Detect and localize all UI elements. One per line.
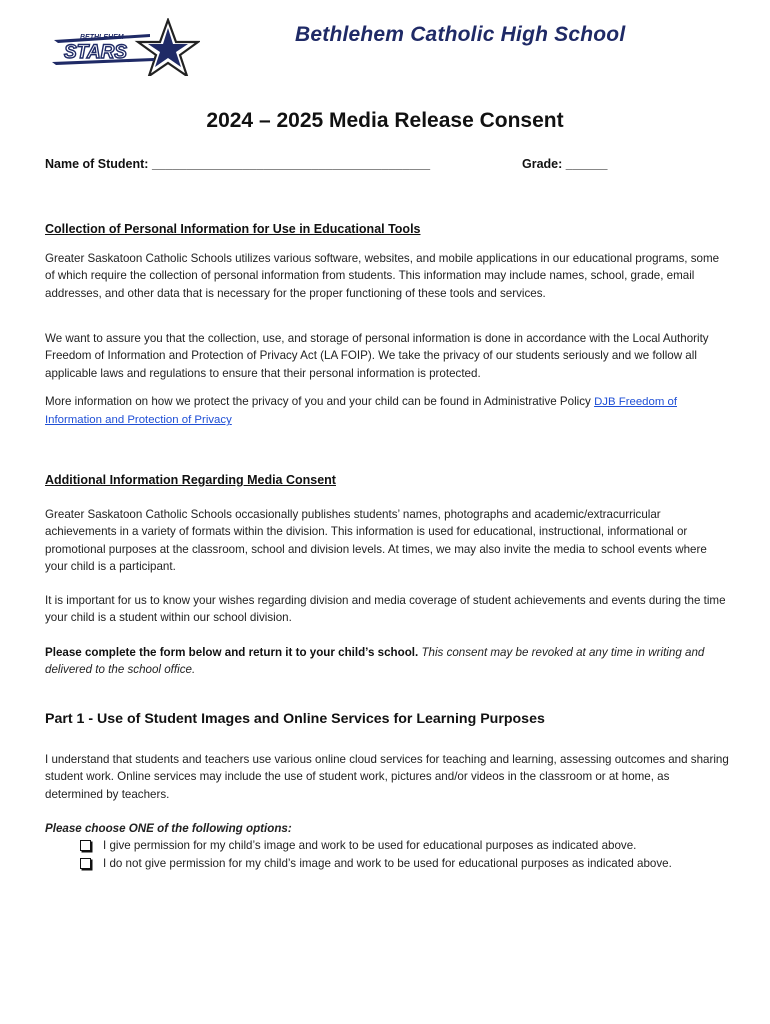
section2-heading: Additional Information Regarding Media Consent [45,473,336,487]
part1-heading: Part 1 - Use of Student Images and Online Services for Learning Purposes [45,711,545,727]
name-blank[interactable]: ________________________________________ [151,157,431,171]
option-deny-label: I do not give permission for my child’s image and work to be used for educational purposes as indicated above. [103,856,672,870]
revocation-note: This consent may be revoked at any time in writing and delivered to the school office. [45,646,705,677]
section2-paragraph-3 [45,644,730,679]
section2-paragraph-2: It is important for us to know your wishes regarding division and media coverage of student achievements and events during the time your child is a student within our school division. [45,594,726,625]
checkbox-icon[interactable] [80,858,91,869]
consent-option-give[interactable] [45,837,735,854]
star-logo-icon [50,18,200,76]
logo-main-text: STARS [64,42,127,63]
logo-top-text: BETHLEHEM [80,34,124,41]
option-give-label: I give permission for my child’s image and work to be used for educational purposes as indicated above. [103,839,637,853]
policy-link[interactable]: DJB Freedom of Information and Protection of Privacy [45,396,677,427]
instruction-bold: Please complete the form below and return it to your child’s school. [45,646,419,659]
options-title: Please choose ONE of the following options: [45,822,292,835]
section1-paragraph-3 [45,393,730,430]
name-label: Name of Student: [45,157,149,171]
consent-option-deny[interactable] [45,855,735,872]
checkbox-icon[interactable] [80,840,91,851]
page-title: 2024 – 2025 Media Release Consent [206,109,564,132]
part1-paragraph: I understand that students and teachers use various online cloud services for teaching and learning, assessing outcomes and sharing student work. Online services may include the use of student work, pictures and/or videos in the classroom or at home, as determined by teachers. [45,753,729,801]
policy-text: More information on how we protect the privacy of you and your child can be found in Administrative Policy [45,395,595,408]
school-name: Bethlehem Catholic High School [295,23,626,46]
stars-logo [50,18,200,76]
section1-paragraph-1: Greater Saskatoon Catholic Schools utilizes various software, websites, and mobile applications in our educational programs, some of which require the collection of personal information from students. This information may include names, school, grade, email addresses, and other data that is necessary for the proper functioning of these tools and services. [45,252,720,300]
section1-heading: Collection of Personal Information for Use in Educational Tools [45,222,421,236]
consent-options [45,820,735,872]
grade-field[interactable] [522,157,608,171]
section1-paragraph-2: We want to assure you that the collection, use, and storage of personal information is done in accordance with the Local Authority Freedom of Information and Protection of Privacy Act (LA FOIP). We take the privacy of our students seriously and we follow all applicable laws and regulations to ensure that their personal information is protected. [45,332,709,380]
grade-label: Grade: [522,157,563,171]
section2-paragraph-1: Greater Saskatoon Catholic Schools occasionally publishes students’ names, photographs and academic/extracurricular achievements in a variety of formats within the division. This information is used for educational, instructional, informational or promotional purposes at the classroom, school and division levels. At times, we may also invite the media to school events where your child is a participant. [45,508,707,574]
student-name-field[interactable] [45,157,430,171]
grade-blank[interactable]: ______ [565,157,608,171]
